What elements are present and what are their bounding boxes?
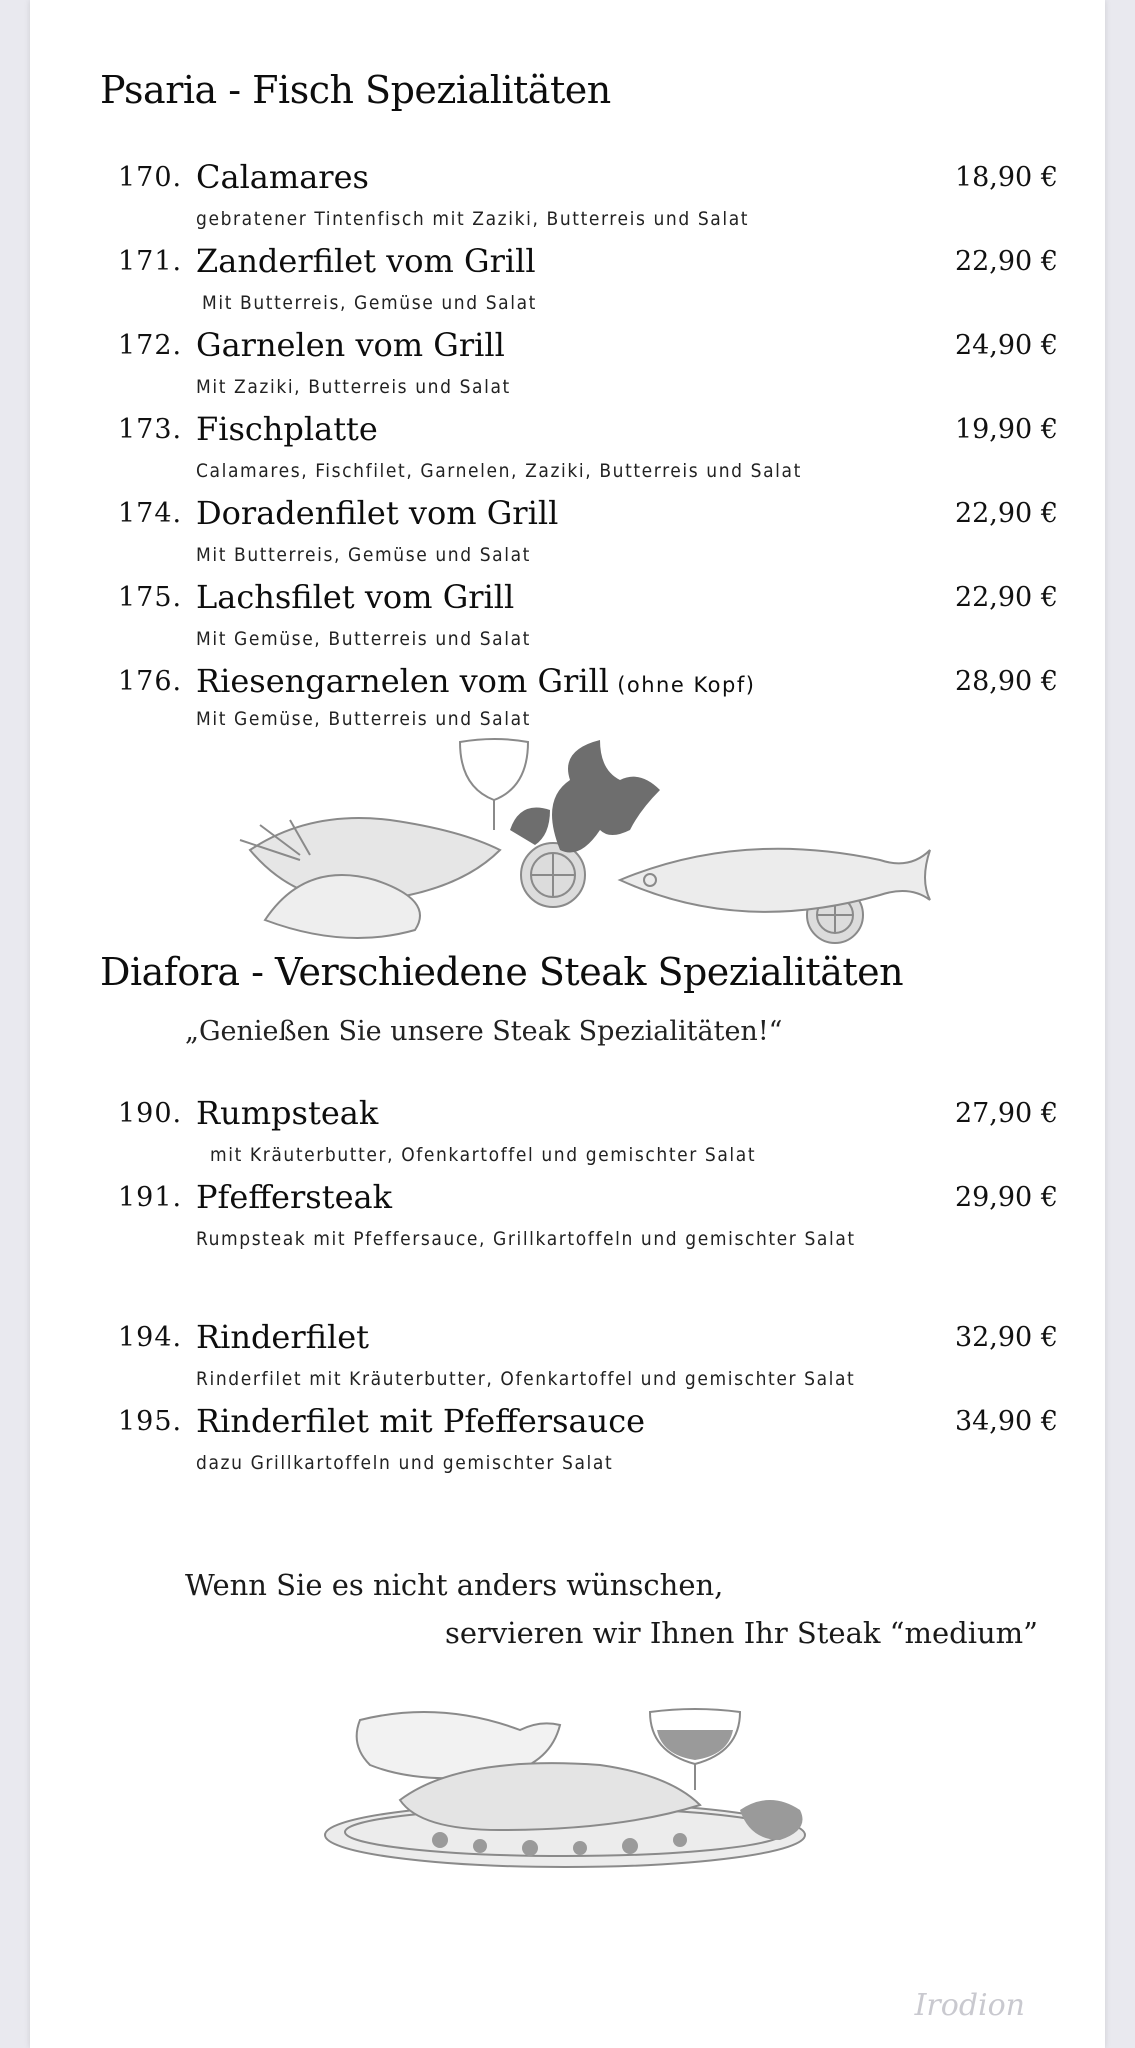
item-number: 194. xyxy=(118,1322,183,1353)
menu-item-172 xyxy=(118,326,1058,410)
item-description: mit Kräuterbutter, Ofenkartoffel und gemischter Salat xyxy=(210,1144,757,1166)
item-price: 18,90 € xyxy=(954,162,1058,193)
item-name: Fischplatte xyxy=(196,410,378,448)
item-name xyxy=(196,662,755,700)
menu-item-175 xyxy=(118,578,1058,662)
seafood-illustration xyxy=(230,730,940,950)
item-number: 175. xyxy=(118,582,183,613)
item-price: 22,90 € xyxy=(954,246,1058,277)
item-description: Calamares, Fischfilet, Garnelen, Zaziki, Butterreis und Salat xyxy=(196,460,802,482)
item-price: 22,90 € xyxy=(954,582,1058,613)
item-name-text: Riesengarnelen vom Grill xyxy=(196,662,610,700)
item-number: 190. xyxy=(118,1098,183,1129)
fish-section-title: Psaria - Fisch Spezialitäten xyxy=(100,68,611,112)
item-number: 176. xyxy=(118,666,183,697)
item-description: Rinderfilet mit Kräuterbutter, Ofenkartoffel und gemischter Salat xyxy=(196,1368,856,1390)
item-description: Mit Gemüse, Butterreis und Salat xyxy=(196,708,531,730)
item-description: Mit Gemüse, Butterreis und Salat xyxy=(196,628,531,650)
steak-section-title: Diafora - Verschiedene Steak Spezialitäten xyxy=(100,950,904,994)
item-price: 28,90 € xyxy=(954,666,1058,697)
item-number: 191. xyxy=(118,1182,183,1213)
item-description: gebratener Tintenfisch mit Zaziki, Butterreis und Salat xyxy=(196,208,750,230)
item-description: Mit Zaziki, Butterreis und Salat xyxy=(196,376,511,398)
item-price: 29,90 € xyxy=(954,1182,1058,1213)
item-price: 24,90 € xyxy=(954,330,1058,361)
menu-item-171 xyxy=(118,242,1058,326)
item-description: Mit Butterreis, Gemüse und Salat xyxy=(196,544,531,566)
item-number: 195. xyxy=(118,1406,183,1437)
item-name: Calamares xyxy=(196,158,369,196)
irodion-watermark: Irodion xyxy=(914,1988,1025,2023)
item-number: 171. xyxy=(118,246,183,277)
item-number: 170. xyxy=(118,162,183,193)
menu-item-195 xyxy=(118,1402,1058,1486)
item-price: 32,90 € xyxy=(954,1322,1058,1353)
item-number: 172. xyxy=(118,330,183,361)
menu-item-173 xyxy=(118,410,1058,494)
menu-item-174 xyxy=(118,494,1058,578)
item-name: Doradenfilet vom Grill xyxy=(196,494,559,532)
item-number: 174. xyxy=(118,498,183,529)
item-name-note: (ohne Kopf) xyxy=(609,673,756,697)
item-name: Garnelen vom Grill xyxy=(196,326,505,364)
menu-item-191 xyxy=(118,1178,1058,1262)
item-description: Mit Butterreis, Gemüse und Salat xyxy=(202,292,537,314)
item-price: 19,90 € xyxy=(954,414,1058,445)
item-name: Zanderfilet vom Grill xyxy=(196,242,536,280)
menu-item-170 xyxy=(118,158,1058,242)
item-name: Rinderfilet mit Pfeffersauce xyxy=(196,1402,646,1440)
item-description: dazu Grillkartoffeln und gemischter Salat xyxy=(196,1452,614,1474)
item-price: 34,90 € xyxy=(954,1406,1058,1437)
item-name: Rinderfilet xyxy=(196,1318,370,1356)
steak-note-line-1: Wenn Sie es nicht anders wünschen, xyxy=(185,1568,724,1602)
menu-item-194 xyxy=(118,1318,1058,1402)
item-description: Rumpsteak mit Pfeffersauce, Grillkartoffeln und gemischter Salat xyxy=(196,1228,856,1250)
item-number: 173. xyxy=(118,414,183,445)
item-price: 22,90 € xyxy=(954,498,1058,529)
item-name: Pfeffersteak xyxy=(196,1178,392,1216)
item-name: Rumpsteak xyxy=(196,1094,379,1132)
item-price: 27,90 € xyxy=(954,1098,1058,1129)
menu-item-190 xyxy=(118,1094,1058,1178)
steak-dinner-illustration xyxy=(320,1700,840,1880)
item-name: Lachsfilet vom Grill xyxy=(196,578,515,616)
steak-section-subtitle: „Genießen Sie unsere Steak Spezialitäten!“ xyxy=(185,1016,783,1047)
steak-note-line-2: servieren wir Ihnen Ihr Steak “medium” xyxy=(445,1616,1038,1650)
menu-page xyxy=(30,0,1105,2048)
